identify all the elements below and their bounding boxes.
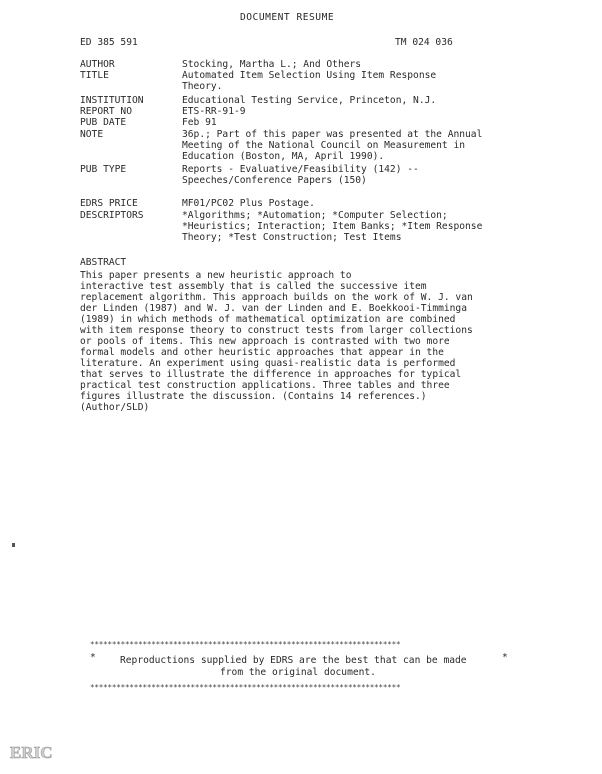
abstract-heading: ABSTRACT <box>80 257 127 268</box>
field-value: *Algorithms; *Automation; *Computer Selection; *Heuristics; Interaction; Item Banks; *Item Response Theory; *Test Construction; Test Items <box>182 210 483 243</box>
field-label: AUTHOR <box>80 59 115 70</box>
field-label: TITLE <box>80 70 109 81</box>
eric-logo-text: ERIC <box>10 743 53 762</box>
eric-logo <box>8 733 53 767</box>
field-label: REPORT NO <box>80 106 132 117</box>
field-value: Stocking, Martha L.; And Others <box>182 59 362 70</box>
field-label: DESCRIPTORS <box>80 210 144 221</box>
field-value: Automated Item Selection Using Item Response Theory. <box>182 70 437 92</box>
abstract-text: This paper presents a new heuristic approach to interactive test assembly that is called the successive item replacement algorithm. This approach builds on the work of W. J. van der Linden (1987) and W. J. van der Linden and E. Boekkooi-Timminga (1989) in which methods of mathematical optimization are combined with item response theory to construct tests from larger collections or pools of items. This new approach is contrasted with two more formal models and other heuristic approaches that appear in the literature. An experiment using quasi-realistic data is performed that serves to illustrate the difference in approaches for typical practical test construction applications. Three tables and three figures illustrate the discussion. (Contains 14 references.) (Author/SLD) <box>80 270 473 413</box>
field-value: ETS-RR-91-9 <box>182 106 246 117</box>
field-value: 36p.; Part of this paper was presented at the Annual Meeting of the National Council on Measurement in Education (Boston, MA, April 1990). <box>182 129 483 162</box>
eric-logo-graphic <box>8 733 53 767</box>
footer-side-star-left: * <box>90 652 96 663</box>
field-label: PUB TYPE <box>80 164 127 175</box>
footer-stars-top: *********************************************************************** <box>90 640 401 649</box>
field-value: Reports - Evaluative/Feasibility (142) -- Speeches/Conference Papers (150) <box>182 164 419 186</box>
field-label: INSTITUTION <box>80 95 144 106</box>
footer-side-star-right: * <box>502 652 508 663</box>
scan-dot <box>12 543 15 547</box>
field-label: PUB DATE <box>80 117 127 128</box>
field-value: MF01/PC02 Plus Postage. <box>182 198 315 209</box>
tm-number: TM 024 036 <box>395 37 453 48</box>
field-value: Educational Testing Service, Princeton, N.J. <box>182 95 437 106</box>
field-value: Feb 91 <box>182 117 217 128</box>
footer-line-2: from the original document. <box>220 667 376 678</box>
field-label: EDRS PRICE <box>80 198 138 209</box>
ed-number: ED 385 591 <box>80 37 138 48</box>
field-label: NOTE <box>80 129 104 140</box>
footer-line-1: Reproductions supplied by EDRS are the best that can be made <box>120 655 467 666</box>
footer-stars-bottom: *********************************************************************** <box>90 683 401 692</box>
document-title: DOCUMENT RESUME <box>240 12 335 23</box>
